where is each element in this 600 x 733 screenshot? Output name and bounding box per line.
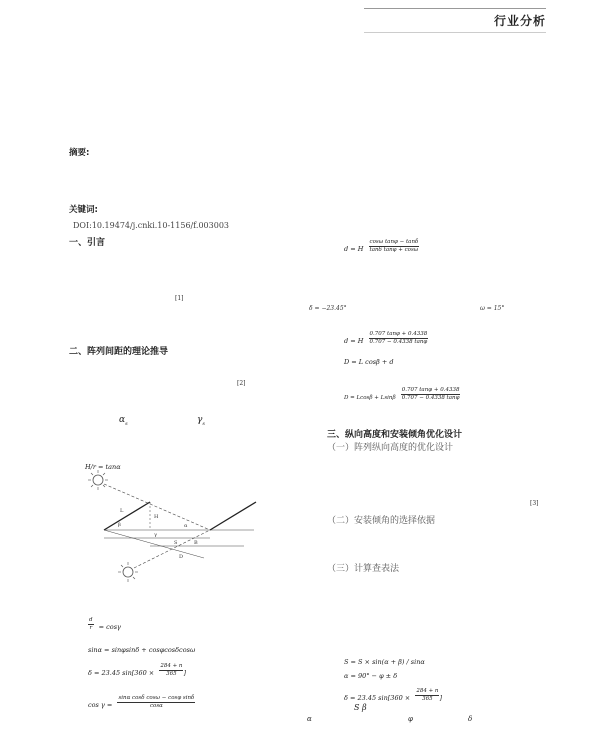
gamma-s-symbol: $\gamma_s$ xyxy=(197,415,205,427)
eq-d-numeric: d = H $\frac{0.707 \tan\varphi + 0.4338}{0.707 - 0.4338 \tan\varphi}$ xyxy=(344,331,428,345)
header-rule-top xyxy=(364,8,546,9)
section-1-heading: 一、引言 xyxy=(69,238,106,248)
bottom-symbol-phi: φ xyxy=(408,715,413,723)
label-gamma: γ xyxy=(154,532,157,538)
abstract-label: 摘要: xyxy=(69,148,90,158)
keywords-label: 关键词: xyxy=(69,205,98,215)
diagram-top-formula: H/r = tanα xyxy=(85,463,121,471)
eq-d-general: d = H $\frac{\text{cosω tanφ − tanδ}}{\text{tanδ tanφ + cosω}}$ xyxy=(344,239,419,253)
eq-D: D = L cosβ + d xyxy=(344,358,394,366)
ref-3: [3] xyxy=(530,500,539,507)
header-rule-bottom xyxy=(364,32,546,33)
sun-bottom-icon xyxy=(118,562,138,582)
label-H: H xyxy=(154,514,159,520)
doi-text: DOI:10.19474/j.cnki.10-1156/f.003003 xyxy=(73,221,229,230)
eq-sin-alpha: sinα = sinφsinδ + cosφcosδcosω xyxy=(88,646,196,654)
eq-d-over-r: $\frac{d}{r}$ = cosγ xyxy=(89,617,121,631)
bottom-symbol-alpha: α xyxy=(307,715,312,723)
eq-D-expanded: D = Lcosβ + Lsinβ $\frac{0.707 \tan\varphi + 0.4338}{0.707 - 0.4338 \tan\varphi}$ xyxy=(344,387,460,401)
omega-value: ω = 15° xyxy=(480,305,505,312)
eq-alpha-angle: α = 90° − φ ± δ xyxy=(344,672,398,680)
ref-2: [2] xyxy=(237,380,246,387)
eq-delta-left: δ = 23.45 sin[360 × $\frac{284 + n}{365}$ ] xyxy=(88,663,187,677)
bottom-symbol-delta: δ xyxy=(468,715,473,723)
array-spacing-diagram xyxy=(84,466,264,586)
label-B: B xyxy=(194,540,198,546)
s-beta-symbols: S β xyxy=(354,703,367,712)
label-S: S xyxy=(174,540,178,546)
label-beta: β xyxy=(118,522,121,528)
section-3-heading: 三、纵向高度和安装倾角优化设计 xyxy=(327,430,463,440)
label-D: D xyxy=(179,554,184,560)
section-3-2-heading: （二）安装倾角的选择依据 xyxy=(327,516,436,526)
section-3-3-heading: （三）计算查表法 xyxy=(327,564,400,574)
ref-1: [1] xyxy=(175,295,184,302)
delta-value: δ = −23.45° xyxy=(309,305,347,312)
label-alpha: α xyxy=(184,523,188,529)
section-3-1-heading: （一）阵列纵向高度的优化设计 xyxy=(327,443,454,453)
section-2-heading: 二、阵列间距的理论推导 xyxy=(69,347,169,357)
label-L: L xyxy=(120,508,124,514)
alpha-s-symbol: $\alpha_s$ xyxy=(119,415,128,427)
eq-S-beta: S = S × sin(α + β) / sinα xyxy=(344,658,425,666)
page-header-title: 行业分析 xyxy=(493,14,546,28)
eq-delta-right: δ = 23.45 sin[360 × $\frac{284 + n}{365}$ ] xyxy=(344,688,443,702)
sun-top-icon xyxy=(88,470,108,490)
eq-cos-gamma: cos γ = $\frac{\text{sinα cosδ cosω − cosφ sinδ}}{\cos\alpha}$ xyxy=(88,695,195,709)
